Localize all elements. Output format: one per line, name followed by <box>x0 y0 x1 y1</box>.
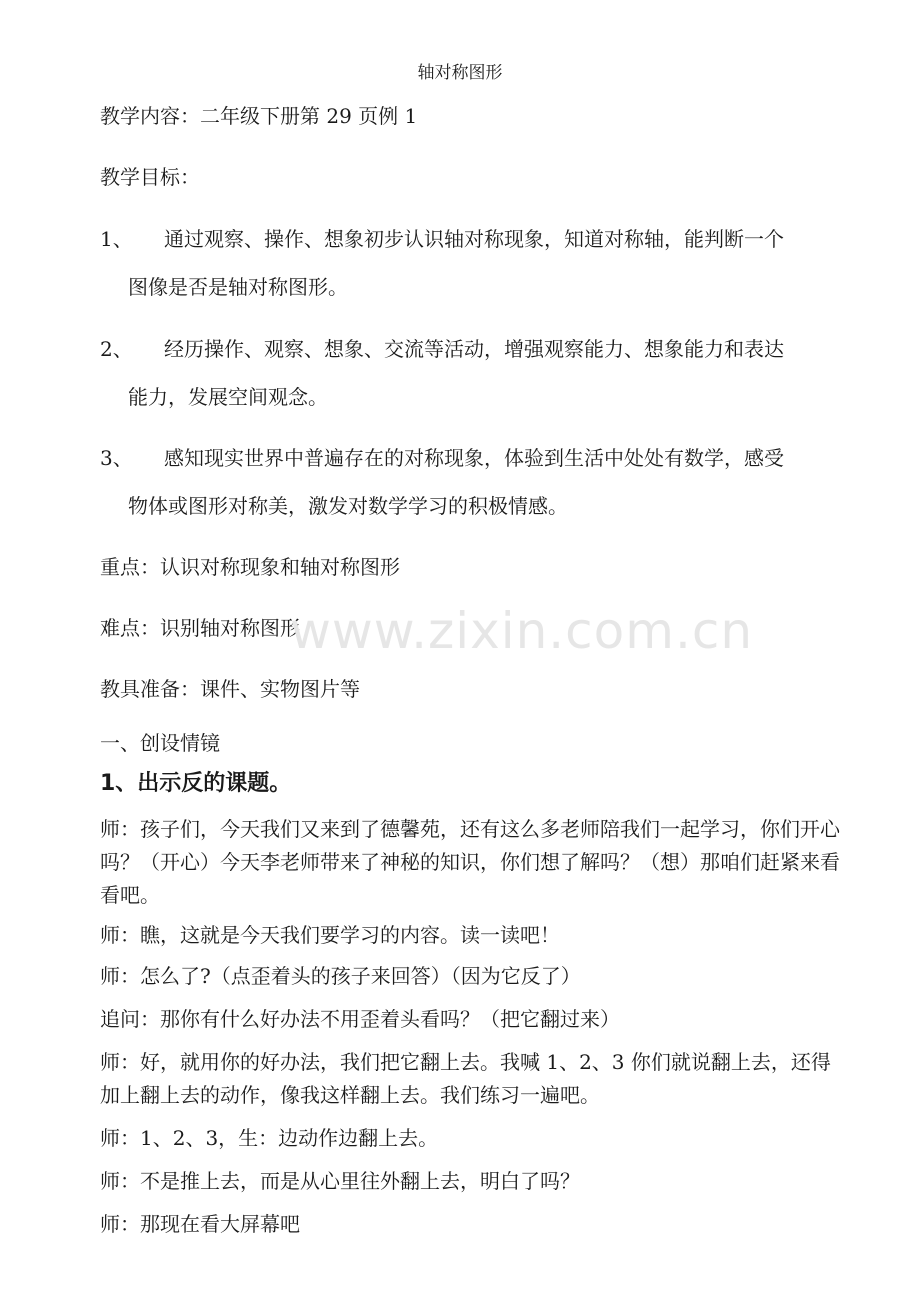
dialogue-paragraph: 师：怎么了?（点歪着头的孩子来回答）（因为它反了） <box>100 964 581 988</box>
goal-text-continued: 能力，发展空间观念。 <box>128 385 328 409</box>
goal-text-continued: 图像是否是轴对称图形。 <box>128 275 348 299</box>
goal-text-continued: 物体或图形对称美，激发对数学学习的积极情感。 <box>128 494 568 518</box>
goal-text: 通过观察、操作、想象初步认识轴对称现象，知道对称轴，能判断一个 <box>164 227 784 251</box>
document-title: 轴对称图形 <box>417 63 503 83</box>
materials: 教具准备：课件、实物图片等 <box>100 677 360 701</box>
dialogue-paragraph: 师：孩子们，今天我们又来到了德馨苑，还有这么多老师陪我们一起学习，你们开心吗？（开心）今天李老师带来了神秘的知识，你们想了解吗？（想）那咱们赶紧来看看吧。 <box>100 817 840 907</box>
difficulty: 难点：识别轴对称图形 <box>100 616 300 640</box>
dialogue-paragraph: 师：那现在看大屏幕吧 <box>100 1212 300 1236</box>
key-point: 重点：认识对称现象和轴对称图形 <box>100 555 400 579</box>
dialogue-paragraph: 师：瞧，这就是今天我们要学习的内容。读一读吧！ <box>100 923 560 947</box>
dialogue-paragraph: 师：好，就用你的好办法，我们把它翻上去。我喊 1、2、3 你们就说翻上去，还得加上翻上去的动作，像我这样翻上去。我们练习一遍吧。 <box>100 1050 831 1107</box>
teaching-content: 教学内容：二年级下册第 29 页例 1 <box>100 104 418 128</box>
goal-number: 2、 <box>100 337 133 361</box>
section-heading: 一、创设情镜 <box>100 731 220 755</box>
dialogue-paragraph: 师：1、2、3，生：边动作边翻上去。 <box>100 1126 439 1150</box>
goal-number: 3、 <box>100 446 133 470</box>
goal-text: 经历操作、观察、想象、交流等活动，增强观察能力、想象能力和表达 <box>164 337 784 361</box>
goal-text: 感知现实世界中普遍存在的对称现象，体验到生活中处处有数学，感受 <box>164 446 784 470</box>
dialogue-paragraph: 师：不是推上去，而是从心里往外翻上去，明白了吗？ <box>100 1169 580 1193</box>
dialogue-paragraph: 追问：那你有什么好办法不用歪着头看吗？（把它翻过来） <box>100 1007 620 1031</box>
watermark: www.zixin.com.cn <box>290 602 754 660</box>
subsection-heading: 1、出示反的课题。 <box>100 771 292 796</box>
goals-heading: 教学目标： <box>100 165 200 189</box>
goal-number: 1、 <box>100 227 133 251</box>
